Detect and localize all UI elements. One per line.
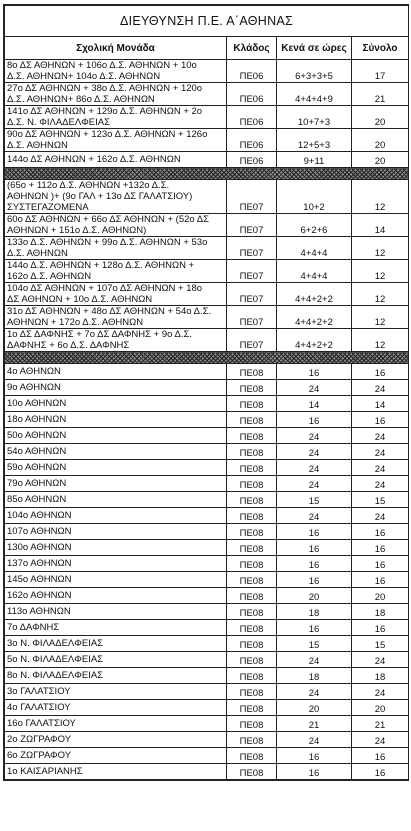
school-cell: 5ο Ν. ΦΙΛΑΔΕΛΦΕΙΑΣ <box>5 652 227 668</box>
table-row <box>5 476 409 492</box>
total-cell: 24 <box>352 460 409 476</box>
total-cell: 18 <box>352 604 409 620</box>
table-row <box>5 237 409 260</box>
total-cell: 16 <box>352 572 409 588</box>
total-cell: 24 <box>352 684 409 700</box>
branch-cell: ΠΕ06 <box>227 106 277 129</box>
hours-cell: 24 <box>277 652 352 668</box>
branch-cell: ΠΕ07 <box>227 180 277 214</box>
branch-cell: ΠΕ08 <box>227 540 277 556</box>
branch-cell: ΠΕ08 <box>227 524 277 540</box>
hours-cell: 20 <box>277 700 352 716</box>
branch-cell: ΠΕ08 <box>227 460 277 476</box>
hours-cell: 24 <box>277 380 352 396</box>
header-school: Σχολική Μονάδα <box>5 37 227 60</box>
branch-cell: ΠΕ08 <box>227 380 277 396</box>
school-cell: 3ο ΓΑΛΑΤΣΙΟΥ <box>5 684 227 700</box>
hours-cell: 9+11 <box>277 152 352 168</box>
school-cell: 4ο ΓΑΛΑΤΣΙΟΥ <box>5 700 227 716</box>
total-cell: 16 <box>352 524 409 540</box>
branch-cell: ΠΕ08 <box>227 684 277 700</box>
branch-cell: ΠΕ08 <box>227 748 277 764</box>
school-cell: 130ο ΑΘΗΝΩΝ <box>5 540 227 556</box>
header-hours: Κενά σε ώρες <box>277 37 352 60</box>
hours-cell: 10+7+3 <box>277 106 352 129</box>
branch-cell: ΠΕ08 <box>227 396 277 412</box>
branch-cell: ΠΕ08 <box>227 476 277 492</box>
hours-cell: 16 <box>277 412 352 428</box>
hours-cell: 24 <box>277 444 352 460</box>
table-row <box>5 364 409 380</box>
branch-cell: ΠΕ07 <box>227 260 277 283</box>
table-row <box>5 540 409 556</box>
total-cell: 17 <box>352 60 409 83</box>
school-cell: 107ο ΑΘΗΝΩΝ <box>5 524 227 540</box>
table-row <box>5 83 409 106</box>
branch-cell: ΠΕ06 <box>227 60 277 83</box>
total-cell: 12 <box>352 180 409 214</box>
table-row <box>5 152 409 168</box>
total-cell: 24 <box>352 428 409 444</box>
school-cell: 85ο ΑΘΗΝΩΝ <box>5 492 227 508</box>
hours-cell: 16 <box>277 556 352 572</box>
table-row <box>5 716 409 732</box>
table-row <box>5 620 409 636</box>
school-cell: 6ο ΖΩΓΡΑΦΟΥ <box>5 748 227 764</box>
header-branch: Κλάδος <box>227 37 277 60</box>
hatched-separator <box>5 352 409 364</box>
branch-cell: ΠΕ08 <box>227 428 277 444</box>
school-cell: 59ο ΑΘΗΝΩΝ <box>5 460 227 476</box>
branch-cell: ΠΕ08 <box>227 716 277 732</box>
header-row <box>5 37 409 60</box>
school-cell: 31ο ΔΣ ΑΘΗΝΩΝ + 48ο ΔΣ ΑΘΗΝΩΝ + 54ο Δ.Σ. ΑΘΗΝΩΝ + 172ο Δ.Σ. ΑΘΗΝΩΝ <box>5 306 227 329</box>
branch-cell: ΠΕ08 <box>227 636 277 652</box>
branch-cell: ΠΕ08 <box>227 764 277 780</box>
school-cell: 133ο Δ.Σ. ΑΘΗΝΩΝ + 99ο Δ.Σ. ΑΘΗΝΩΝ + 53ο Δ.Σ. ΑΘΗΝΩΝ <box>5 237 227 260</box>
school-cell: 144ο Δ.Σ. ΑΘΗΝΩΝ + 128ο Δ.Σ. ΑΘΗΝΩΝ + 162ο Δ.Σ. ΑΘΗΝΩΝ <box>5 260 227 283</box>
school-cell: 60ο ΔΣ ΑΘΗΝΩΝ + 66ο ΔΣ ΑΘΗΝΩΝ + (52ο ΔΣ ΑΘΗΝΩΝ + 151ο Δ.Σ. ΑΘΗΝΩΝ) <box>5 214 227 237</box>
table-row <box>5 428 409 444</box>
hours-cell: 6+2+6 <box>277 214 352 237</box>
branch-cell: ΠΕ06 <box>227 83 277 106</box>
total-cell: 20 <box>352 700 409 716</box>
hours-cell: 6+3+3+5 <box>277 60 352 83</box>
hours-cell: 21 <box>277 716 352 732</box>
title-row <box>5 6 409 37</box>
table-row <box>5 604 409 620</box>
total-cell: 14 <box>352 396 409 412</box>
total-cell: 12 <box>352 283 409 306</box>
hours-cell: 24 <box>277 476 352 492</box>
total-cell: 20 <box>352 588 409 604</box>
header-total: Σύνολο <box>352 37 409 60</box>
branch-cell: ΠΕ07 <box>227 329 277 352</box>
table-row <box>5 556 409 572</box>
total-cell: 12 <box>352 306 409 329</box>
hours-cell: 4+4+4 <box>277 260 352 283</box>
table-row <box>5 60 409 83</box>
branch-cell: ΠΕ07 <box>227 237 277 260</box>
total-cell: 16 <box>352 748 409 764</box>
school-cell: 144ο ΔΣ ΑΘΗΝΩΝ + 162ο Δ.Σ. ΑΘΗΝΩΝ <box>5 152 227 168</box>
hours-cell: 16 <box>277 540 352 556</box>
branch-cell: ΠΕ08 <box>227 652 277 668</box>
school-cell: 1ο ΔΣ ΔΑΦΝΗΣ + 7ο ΔΣ ΔΑΦΝΗΣ + 9ο Δ.Σ. ΔΑΦΝΗΣ + 6ο Δ.Σ. ΔΑΦΝΗΣ <box>5 329 227 352</box>
school-cell: 27ο ΔΣ ΑΘΗΝΩΝ + 38ο Δ.Σ. ΑΘΗΝΩΝ + 120ο Δ.Σ. ΑΘΗΝΩΝ+ 86ο Δ.Σ. ΑΘΗΝΩΝ <box>5 83 227 106</box>
school-cell: 137ο ΑΘΗΝΩΝ <box>5 556 227 572</box>
school-cell: (65ο + 112ο Δ.Σ. ΑΘΗΝΩΝ +132ο Δ.Σ. ΑΘΗΝΩΝ )+ (9ο ΓΑΛ + 13ο ΔΣ ΓΑΛΑΤΣΙΟΥ) ΣΥΣΤΕΓΑΖΟΜΕΝΑ <box>5 180 227 214</box>
hours-cell: 24 <box>277 732 352 748</box>
hours-cell: 16 <box>277 364 352 380</box>
table-row <box>5 588 409 604</box>
table-row <box>5 492 409 508</box>
total-cell: 18 <box>352 668 409 684</box>
table-row <box>5 508 409 524</box>
table-row <box>5 329 409 352</box>
hours-cell: 4+4+4+9 <box>277 83 352 106</box>
hours-cell: 4+4+2+2 <box>277 329 352 352</box>
table-row <box>5 684 409 700</box>
total-cell: 16 <box>352 540 409 556</box>
table-row <box>5 306 409 329</box>
hours-cell: 16 <box>277 764 352 780</box>
hatched-separator <box>5 168 409 180</box>
school-cell: 16ο ΓΑΛΑΤΣΙΟΥ <box>5 716 227 732</box>
hours-cell: 24 <box>277 428 352 444</box>
total-cell: 16 <box>352 412 409 428</box>
total-cell: 16 <box>352 620 409 636</box>
total-cell: 24 <box>352 508 409 524</box>
group-separator <box>5 352 409 364</box>
table-row <box>5 572 409 588</box>
branch-cell: ΠΕ08 <box>227 604 277 620</box>
branch-cell: ΠΕ08 <box>227 508 277 524</box>
group-separator <box>5 168 409 180</box>
school-cell: 7ο ΔΑΦΝΗΣ <box>5 620 227 636</box>
total-cell: 15 <box>352 492 409 508</box>
school-cell: 9ο ΑΘΗΝΩΝ <box>5 380 227 396</box>
total-cell: 21 <box>352 83 409 106</box>
branch-cell: ΠΕ08 <box>227 588 277 604</box>
table-row <box>5 180 409 214</box>
table-row <box>5 636 409 652</box>
hours-cell: 15 <box>277 636 352 652</box>
vacancy-table-sheet <box>3 4 409 781</box>
school-cell: 104ο ΔΣ ΑΘΗΝΩΝ + 107ο ΔΣ ΑΘΗΝΩΝ + 18ο ΔΣ ΑΘΗΝΩΝ + 10ο Δ.Σ. ΑΘΗΝΩΝ <box>5 283 227 306</box>
total-cell: 24 <box>352 380 409 396</box>
table-row <box>5 700 409 716</box>
school-cell: 3ο Ν. ΦΙΛΑΔΕΛΦΕΙΑΣ <box>5 636 227 652</box>
hours-cell: 16 <box>277 572 352 588</box>
school-cell: 90ο ΔΣ ΑΘΗΝΩΝ + 123ο Δ.Σ. ΑΘΗΝΩΝ + 126ο Δ.Σ. ΑΘΗΝΩΝ <box>5 129 227 152</box>
total-cell: 14 <box>352 214 409 237</box>
branch-cell: ΠΕ08 <box>227 492 277 508</box>
hours-cell: 24 <box>277 684 352 700</box>
hours-cell: 12+5+3 <box>277 129 352 152</box>
hours-cell: 16 <box>277 748 352 764</box>
table-row <box>5 129 409 152</box>
total-cell: 12 <box>352 237 409 260</box>
hours-cell: 4+4+4 <box>277 237 352 260</box>
total-cell: 16 <box>352 364 409 380</box>
table-row <box>5 668 409 684</box>
school-cell: 4ο ΑΘΗΝΩΝ <box>5 364 227 380</box>
total-cell: 16 <box>352 556 409 572</box>
table-row <box>5 214 409 237</box>
branch-cell: ΠΕ08 <box>227 572 277 588</box>
hours-cell: 4+4+2+2 <box>277 283 352 306</box>
total-cell: 24 <box>352 476 409 492</box>
hours-cell: 16 <box>277 524 352 540</box>
table-row <box>5 380 409 396</box>
table-row <box>5 260 409 283</box>
branch-cell: ΠΕ08 <box>227 412 277 428</box>
branch-cell: ΠΕ08 <box>227 556 277 572</box>
branch-cell: ΠΕ08 <box>227 700 277 716</box>
school-cell: 10ο ΑΘΗΝΩΝ <box>5 396 227 412</box>
school-cell: 54ο ΑΘΗΝΩΝ <box>5 444 227 460</box>
school-cell: 113ο ΑΘΗΝΩΝ <box>5 604 227 620</box>
table-body <box>5 60 409 780</box>
table-row <box>5 764 409 780</box>
table-row <box>5 524 409 540</box>
total-cell: 20 <box>352 106 409 129</box>
school-cell: 145ο ΑΘΗΝΩΝ <box>5 572 227 588</box>
branch-cell: ΠΕ08 <box>227 364 277 380</box>
school-cell: 8ο Ν. ΦΙΛΑΔΕΛΦΕΙΑΣ <box>5 668 227 684</box>
total-cell: 24 <box>352 444 409 460</box>
total-cell: 20 <box>352 129 409 152</box>
hours-cell: 20 <box>277 588 352 604</box>
branch-cell: ΠΕ08 <box>227 732 277 748</box>
hours-cell: 10+2 <box>277 180 352 214</box>
total-cell: 20 <box>352 152 409 168</box>
hours-cell: 24 <box>277 508 352 524</box>
total-cell: 12 <box>352 329 409 352</box>
school-cell: 104ο ΑΘΗΝΩΝ <box>5 508 227 524</box>
total-cell: 24 <box>352 652 409 668</box>
hours-cell: 18 <box>277 668 352 684</box>
table-row <box>5 106 409 129</box>
total-cell: 16 <box>352 764 409 780</box>
school-cell: 162ο ΑΘΗΝΩΝ <box>5 588 227 604</box>
school-cell: 8ο ΔΣ ΑΘΗΝΩΝ + 106ο Δ.Σ. ΑΘΗΝΩΝ + 10ο Δ.Σ. ΑΘΗΝΩΝ+ 104ο Δ.Σ. ΑΘΗΝΩΝ <box>5 60 227 83</box>
table-row <box>5 652 409 668</box>
branch-cell: ΠΕ07 <box>227 283 277 306</box>
table-row <box>5 412 409 428</box>
branch-cell: ΠΕ08 <box>227 668 277 684</box>
branch-cell: ΠΕ08 <box>227 620 277 636</box>
branch-cell: ΠΕ07 <box>227 214 277 237</box>
hours-cell: 4+4+2+2 <box>277 306 352 329</box>
hours-cell: 24 <box>277 460 352 476</box>
school-cell: 2ο ΖΩΓΡΑΦΟΥ <box>5 732 227 748</box>
table-row <box>5 444 409 460</box>
table-row <box>5 283 409 306</box>
table-title: ΔΙΕΥΘΥΝΣΗ Π.Ε. Α΄ΑΘΗΝΑΣ <box>5 6 409 37</box>
branch-cell: ΠΕ08 <box>227 444 277 460</box>
school-cell: 79ο ΑΘΗΝΩΝ <box>5 476 227 492</box>
vacancy-table <box>4 5 409 780</box>
branch-cell: ΠΕ07 <box>227 306 277 329</box>
hours-cell: 15 <box>277 492 352 508</box>
branch-cell: ΠΕ06 <box>227 152 277 168</box>
total-cell: 21 <box>352 716 409 732</box>
school-cell: 18ο ΑΘΗΝΩΝ <box>5 412 227 428</box>
school-cell: 141ο ΔΣ ΑΘΗΝΩΝ + 129ο Δ.Σ. ΑΘΗΝΩΝ + 2ο Δ.Σ. Ν. ΦΙΛΑΔΕΛΦΕΙΑΣ <box>5 106 227 129</box>
table-row <box>5 732 409 748</box>
total-cell: 15 <box>352 636 409 652</box>
hours-cell: 16 <box>277 620 352 636</box>
school-cell: 50ο ΑΘΗΝΩΝ <box>5 428 227 444</box>
table-row <box>5 460 409 476</box>
hours-cell: 14 <box>277 396 352 412</box>
total-cell: 24 <box>352 732 409 748</box>
total-cell: 12 <box>352 260 409 283</box>
table-row <box>5 396 409 412</box>
branch-cell: ΠΕ06 <box>227 129 277 152</box>
hours-cell: 18 <box>277 604 352 620</box>
school-cell: 1ο ΚΑΙΣΑΡΙΑΝΗΣ <box>5 764 227 780</box>
table-row <box>5 748 409 764</box>
